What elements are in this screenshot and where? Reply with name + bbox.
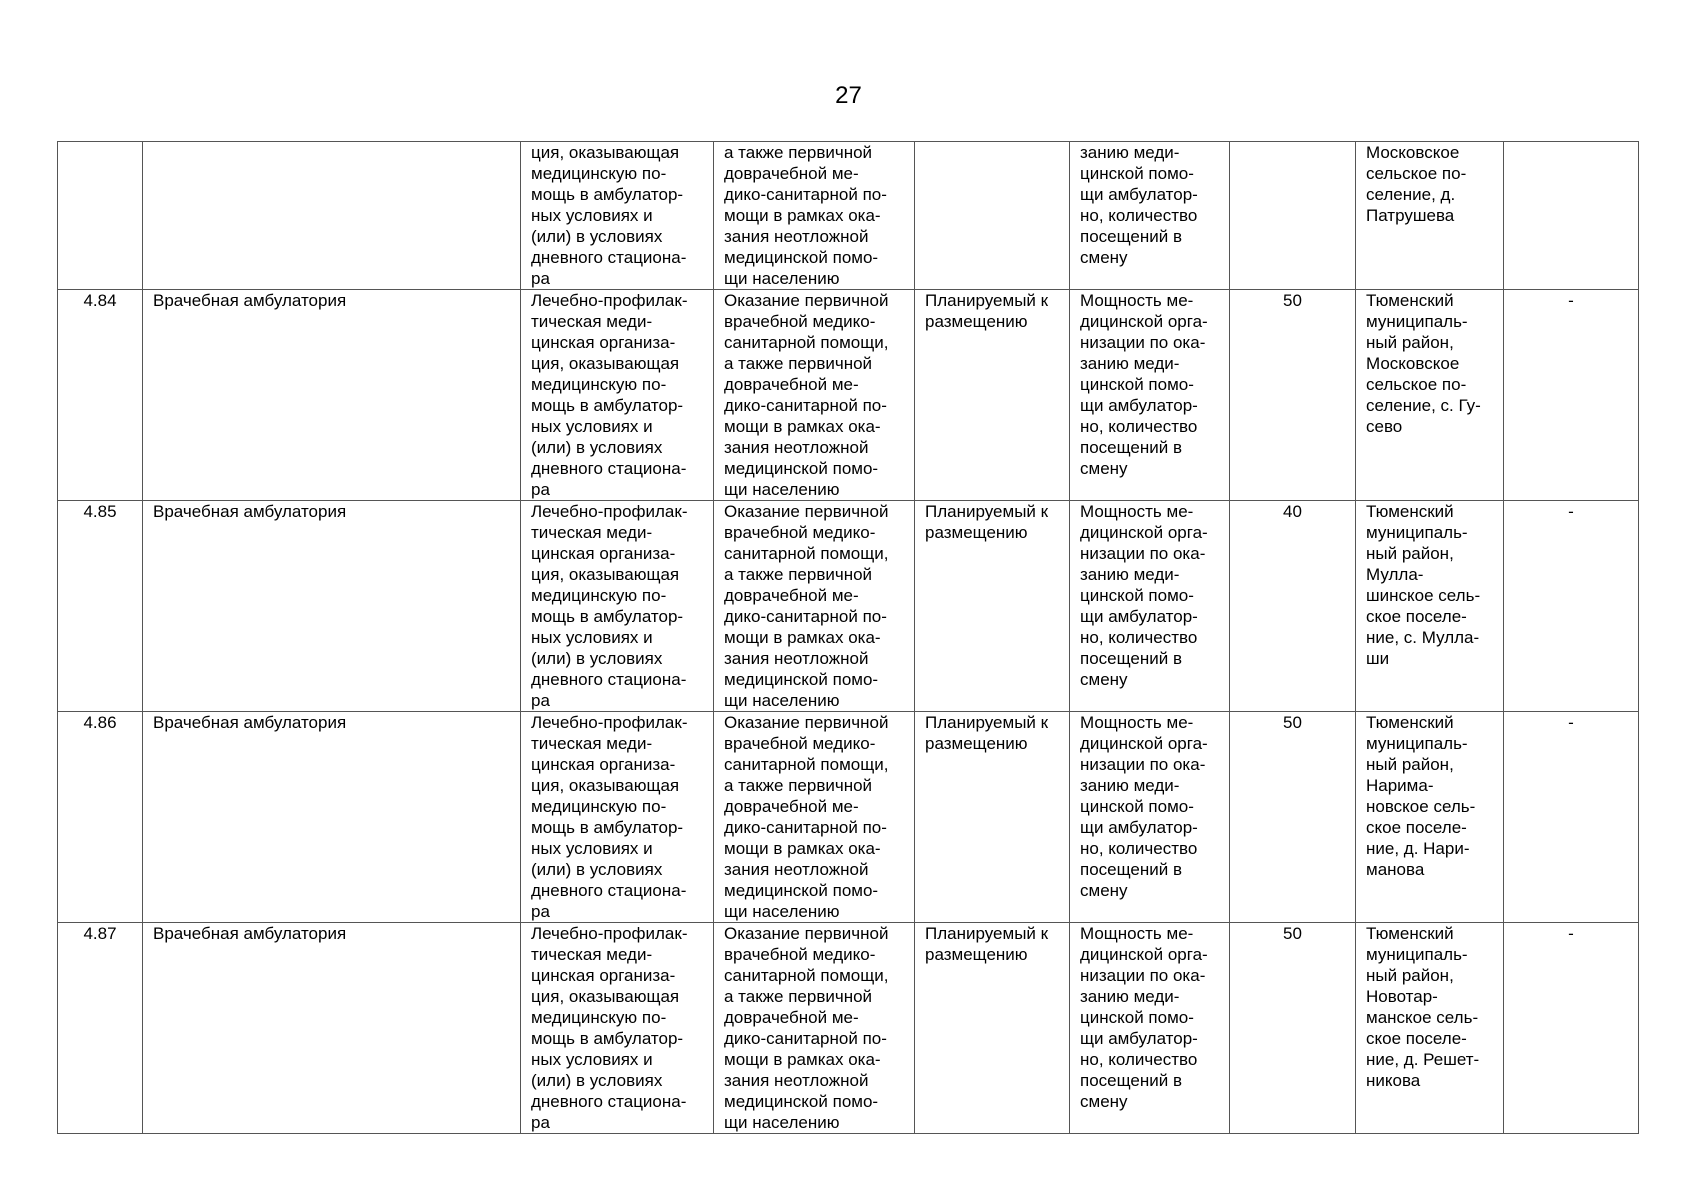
facility-name: Врачебная амбулатория: [143, 501, 521, 712]
facility-name: [143, 142, 521, 290]
table-row: [58, 142, 1639, 290]
facility-indicator: Мощность ме- дицинской орга- низации по ока- занию меди- цинской помо- щи амбулатор- но, количество посещений в смену: [1070, 923, 1230, 1134]
facility-indicator: Мощность ме- дицинской орга- низации по ока- занию меди- цинской помо- щи амбулатор- но, количество посещений в смену: [1070, 290, 1230, 501]
facility-indicator: Мощность ме- дицинской орга- низации по ока- занию меди- цинской помо- щи амбулатор- но, количество посещений в смену: [1070, 712, 1230, 923]
facility-status: Планируемый к размещению: [915, 501, 1070, 712]
facility-purpose: а также первичной доврачебной ме- дико-санитарной по- мощи в рамках ока- зания неотложной медицинской помо- щи населению: [714, 142, 915, 290]
row-number: 4.85: [58, 501, 143, 712]
facility-purpose: Оказание первичной врачебной медико- санитарной помощи, а также первичной доврачебной ме- дико-санитарной по- мощи в рамках ока- зания неотложной медицинской помо- щи населению: [714, 923, 915, 1134]
facility-location: Тюменский муниципаль- ный район, Мулла- шинское сель- ское поселе- ние, с. Мулла- ши: [1356, 501, 1504, 712]
indicator-value: [1230, 142, 1356, 290]
zone-value: -: [1504, 290, 1639, 501]
zone-value: -: [1504, 923, 1639, 1134]
table-row: [58, 290, 1639, 501]
facility-status: [915, 142, 1070, 290]
facility-indicator: занию меди- цинской помо- щи амбулатор- но, количество посещений в смену: [1070, 142, 1230, 290]
facility-type: Лечебно-профилак- тическая меди- цинская организа- ция, оказывающая медицинскую по- мощь в амбулатор- ных условиях и (или) в условиях дневного стациона- ра: [521, 290, 714, 501]
facility-type: ция, оказывающая медицинскую по- мощь в амбулатор- ных условиях и (или) в условиях дневного стациона- ра: [521, 142, 714, 290]
indicator-value: 50: [1230, 290, 1356, 501]
indicator-value: 50: [1230, 923, 1356, 1134]
facility-status: Планируемый к размещению: [915, 923, 1070, 1134]
facility-type: Лечебно-профилак- тическая меди- цинская организа- ция, оказывающая медицинскую по- мощь в амбулатор- ных условиях и (или) в условиях дневного стациона- ра: [521, 712, 714, 923]
facility-name: Врачебная амбулатория: [143, 712, 521, 923]
facility-purpose: Оказание первичной врачебной медико- санитарной помощи, а также первичной доврачебной ме- дико-санитарной по- мощи в рамках ока- зания неотложной медицинской помо- щи населению: [714, 290, 915, 501]
facility-purpose: Оказание первичной врачебной медико- санитарной помощи, а также первичной доврачебной ме- дико-санитарной по- мощи в рамках ока- зания неотложной медицинской помо- щи населению: [714, 712, 915, 923]
facility-location: Тюменский муниципаль- ный район, Нарима- новское сель- ское поселе- ние, д. Нари- манова: [1356, 712, 1504, 923]
facility-indicator: Мощность ме- дицинской орга- низации по ока- занию меди- цинской помо- щи амбулатор- но, количество посещений в смену: [1070, 501, 1230, 712]
facility-location: Московское сельское по- селение, д. Патрушева: [1356, 142, 1504, 290]
table-row: [58, 923, 1639, 1134]
row-number: 4.84: [58, 290, 143, 501]
facility-purpose: Оказание первичной врачебной медико- санитарной помощи, а также первичной доврачебной ме- дико-санитарной по- мощи в рамках ока- зания неотложной медицинской помо- щи населению: [714, 501, 915, 712]
facility-type: Лечебно-профилак- тическая меди- цинская организа- ция, оказывающая медицинскую по- мощь в амбулатор- ных условиях и (или) в условиях дневного стациона- ра: [521, 501, 714, 712]
indicator-value: 50: [1230, 712, 1356, 923]
facility-name: Врачебная амбулатория: [143, 923, 521, 1134]
row-number: [58, 142, 143, 290]
facility-location: Тюменский муниципаль- ный район, Новотар- манское сель- ское поселе- ние, д. Решет- никова: [1356, 923, 1504, 1134]
zone-value: -: [1504, 712, 1639, 923]
facility-type: Лечебно-профилак- тическая меди- цинская организа- ция, оказывающая медицинскую по- мощь в амбулатор- ных условиях и (или) в условиях дневного стациона- ра: [521, 923, 714, 1134]
zone-value: -: [1504, 501, 1639, 712]
facility-status: Планируемый к размещению: [915, 290, 1070, 501]
zone-value: [1504, 142, 1639, 290]
table-row: [58, 712, 1639, 923]
row-number: 4.86: [58, 712, 143, 923]
facility-name: Врачебная амбулатория: [143, 290, 521, 501]
page-number: 27: [835, 82, 862, 109]
indicator-value: 40: [1230, 501, 1356, 712]
table-row: [58, 501, 1639, 712]
facility-location: Тюменский муниципаль- ный район, Московское сельское по- селение, с. Гу- сево: [1356, 290, 1504, 501]
row-number: 4.87: [58, 923, 143, 1134]
facility-status: Планируемый к размещению: [915, 712, 1070, 923]
facilities-table: [57, 141, 1639, 1134]
